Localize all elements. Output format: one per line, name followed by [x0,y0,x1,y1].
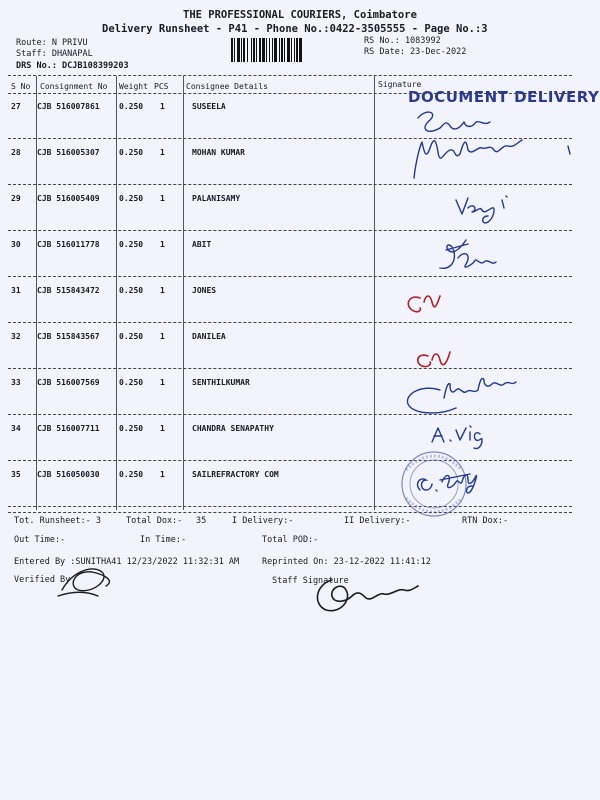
staff-label: Staff: DHANAPAL [16,49,93,59]
seal-row-35 [402,452,477,516]
reprinted-on: Reprinted On: 23-12-2022 11:41:12 [262,557,431,567]
row-pcs: 1 [160,286,165,295]
row-weight: 0.250 [119,332,144,341]
row-pcs: 1 [160,240,165,249]
col-header-sno: S No [11,82,31,91]
signature-row-32 [418,352,450,367]
row-weight: 0.250 [119,148,144,157]
row-consignee: SUSEELA [192,102,226,111]
row-pcs: 1 [160,194,165,203]
entered-by: Entered By :SUNITHA41 12/23/2022 11:32:31 AM [14,557,240,567]
row-pcs: 1 [160,378,165,387]
i-delivery-label: I Delivery:- [232,516,294,526]
out-time-label: Out Time:- [14,535,66,545]
row-pcs: 1 [160,424,165,433]
route-label: Route: N PRIVU [16,38,88,48]
row-sno: 34 [11,424,21,433]
col-header-consignment: Consignment No [40,82,108,91]
signature-row-31 [408,296,440,312]
row-pcs: 1 [160,470,165,479]
row-sno: 31 [11,286,21,295]
signature-row-28 [414,140,570,178]
total-dox-label: Total Dox:- [126,516,183,526]
signature-row-27 [418,112,490,131]
signature-row-33 [407,378,516,412]
runsheet-subtitle: Delivery Runsheet - P41 - Phone No.:0422-3505555 - Page No.:3 [102,23,488,35]
document-delivery-stamp: DOCUMENT DELIVERY [408,88,600,106]
row-sno: 30 [11,240,21,249]
row-consignee: ABIT [192,240,212,249]
drs-number: DRS No.: DCJB108399203 [16,61,129,71]
total-dox-value: 35 [196,516,207,526]
row-consignee: SENTHILKUMAR [192,378,250,387]
verified-by-label: Verified By [14,575,71,585]
footer-rule [8,512,572,513]
signature-row-29 [456,196,507,223]
row-weight: 0.250 [119,240,144,249]
signature-row-34 [432,426,482,449]
staff-signature-label: Staff Signature [272,576,349,586]
row-sno: 29 [11,194,21,203]
row-weight: 0.250 [119,102,144,111]
col-header-signature: Signature [378,80,422,89]
row-consignee: CHANDRA SENAPATHY [192,424,274,433]
row-consignee: SAILREFRACTORY COM [192,470,279,479]
total-pod-label: Total POD:- [262,535,319,545]
rtn-dox-label: RTN Dox:- [462,516,509,526]
row-pcs: 1 [160,332,165,341]
row-weight: 0.250 [119,286,144,295]
row-consignment-no: CJB 515843472 [37,286,100,295]
rs-number: RS No.: 1083992 [364,36,441,46]
row-pcs: 1 [160,102,165,111]
signature-row-30 [440,240,496,268]
row-consignment-no: CJB 515843567 [37,332,100,341]
row-weight: 0.250 [119,470,144,479]
row-consignee: DANILEA [192,332,226,341]
row-pcs: 1 [160,148,165,157]
tot-runsheet: Tot. Runsheet:- 3 [14,516,101,526]
col-header-weight: Weight [119,82,148,91]
row-consignment-no: CJB 516007569 [37,378,100,387]
ii-delivery-label: II Delivery:- [344,516,411,526]
row-consignment-no: CJB 516011778 [37,240,100,249]
row-consignment-no: CJB 516005307 [37,148,100,157]
row-consignee: PALANISAMY [192,194,241,203]
row-consignment-no: CJB 516007861 [37,102,100,111]
rs-date: RS Date: 23-Dec-2022 [364,47,467,57]
row-consignment-no: CJB 516005409 [37,194,100,203]
row-consignee: MOHAN KUMAR [192,148,245,157]
row-sno: 33 [11,378,21,387]
row-weight: 0.250 [119,378,144,387]
row-sno: 32 [11,332,21,341]
col-header-pcs: PCS [154,82,169,91]
company-title: THE PROFESSIONAL COURIERS, Coimbatore [183,9,417,21]
row-sno: 28 [11,148,21,157]
row-weight: 0.250 [119,194,144,203]
row-consignment-no: CJB 516050030 [37,470,100,479]
row-sno: 27 [11,102,21,111]
row-consignment-no: CJB 516007711 [37,424,100,433]
col-header-consignee: Consignee Details [186,82,268,91]
in-time-label: In Time:- [140,535,187,545]
row-weight: 0.250 [119,424,144,433]
row-consignee: JONES [192,286,217,295]
row-sno: 35 [11,470,21,479]
